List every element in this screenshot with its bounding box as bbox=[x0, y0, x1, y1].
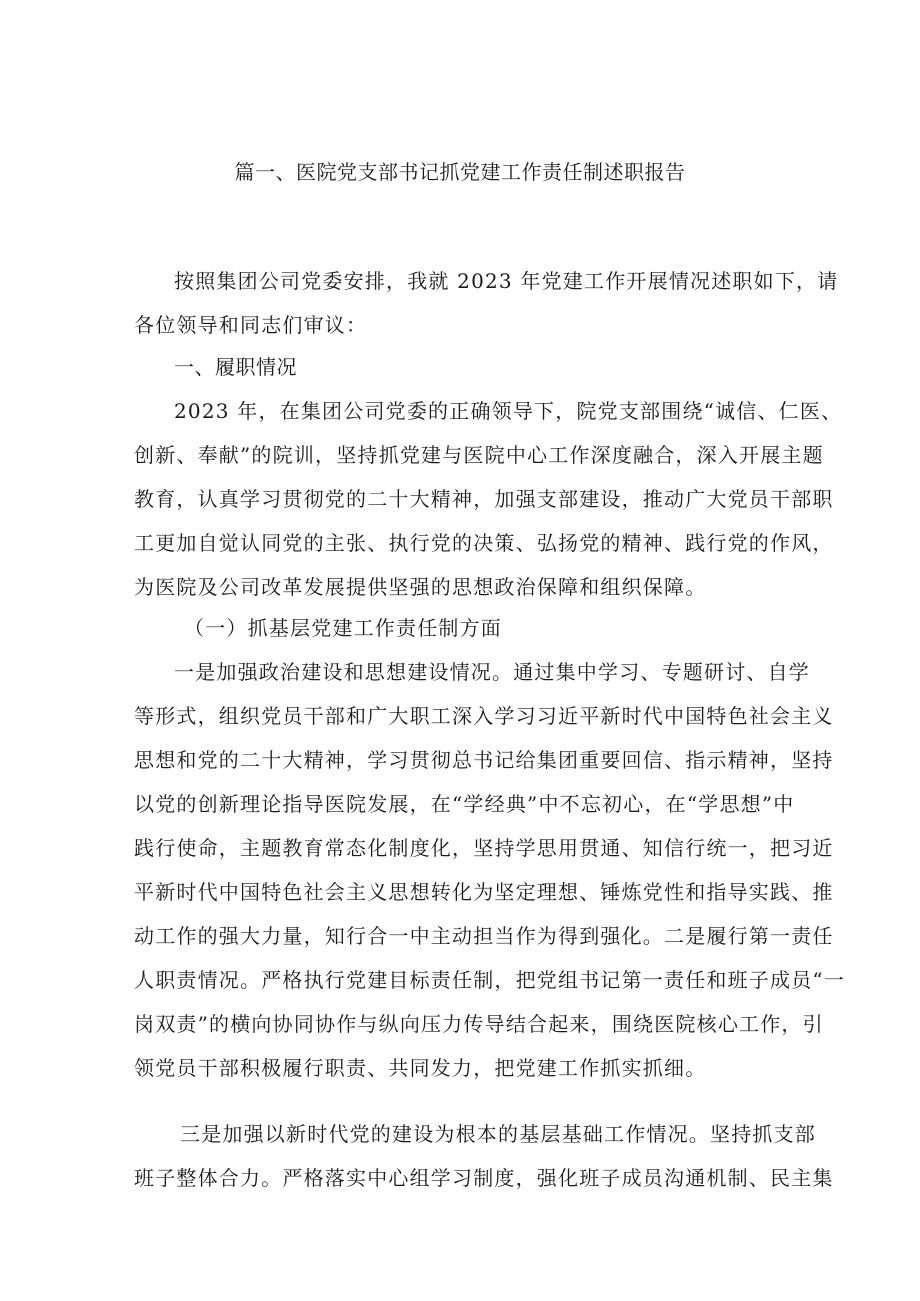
intro-line-2: 各位领导和同志们审议： bbox=[134, 313, 368, 337]
subsection1-line-2: 等形式，组织党员干部和广大职工深入学习习近平新时代中国特色社会主义 bbox=[134, 704, 834, 728]
subsection1-line-6: 平新时代中国特色社会主义思想转化为坚定理想、锤炼党性和指导实践、推 bbox=[134, 880, 834, 904]
section1-line-5: 为医院及公司改革发展提供坚强的思想政治保障和组织保障。 bbox=[134, 575, 707, 599]
section1-line-2: 创新、奉献”的院训，坚持抓党建与医院中心工作深度融合，深入开展主题 bbox=[134, 443, 824, 467]
section-heading-performance: 一、履职情况 bbox=[174, 355, 297, 379]
section1-line-4: 工更加自觉认同党的主张、执行党的决策、弘扬党的精神、践行党的作风， bbox=[134, 531, 834, 555]
subsection1-line-9: 岗双责”的横向协同协作与纵向压力传导结合起来，围绕医院核心工作，引 bbox=[134, 1012, 824, 1036]
subsection1-line-8: 人职责情况。严格执行党建目标责任制，把党组书记第一责任和班子成员“一 bbox=[134, 968, 846, 992]
para3-line-1: 三是加强以新时代党的建设为根本的基层基础工作情况。坚持抓支部 bbox=[180, 1122, 816, 1146]
subsection1-line-10: 领党员干部积极履行职责、共同发力，把党建工作抓实抓细。 bbox=[134, 1056, 707, 1080]
intro-line-1: 按照集团公司党委安排，我就 2023 年党建工作开展情况述职如下，请 bbox=[174, 269, 839, 293]
section1-line-1: 2023 年，在集团公司党委的正确领导下，院党支部围绕“诚信、仁医、 bbox=[174, 399, 843, 423]
document-title: 篇一、医院党支部书记抓党建工作责任制述职报告 bbox=[234, 160, 686, 184]
para3-line-2: 班子整体合力。严格落实中心组学习制度，强化班子成员沟通机制、民主集 bbox=[134, 1166, 834, 1190]
subsection1-line-4: 以党的创新理论指导医院发展，在“学经典”中不忘初心，在“学思想”中 bbox=[134, 792, 795, 816]
subsection1-line-5: 践行使命，主题教育常态化制度化，坚持学思用贯通、知信行统一，把习近 bbox=[134, 836, 834, 860]
subsection1-line-7: 动工作的强大力量，知行合一中主动担当作为得到强化。二是履行第一责任 bbox=[134, 924, 834, 948]
subsection-heading-responsibility: （一）抓基层党建工作责任制方面 bbox=[184, 616, 502, 640]
subsection1-line-1: 一是加强政治建设和思想建设情况。通过集中学习、专题研讨、自学 bbox=[174, 660, 810, 684]
section1-line-3: 教育，认真学习贯彻党的二十大精神，加强支部建设，推动广大党员干部职 bbox=[134, 487, 834, 511]
subsection1-line-3: 思想和党的二十大精神，学习贯彻总书记给集团重要回信、指示精神，坚持 bbox=[134, 748, 834, 772]
